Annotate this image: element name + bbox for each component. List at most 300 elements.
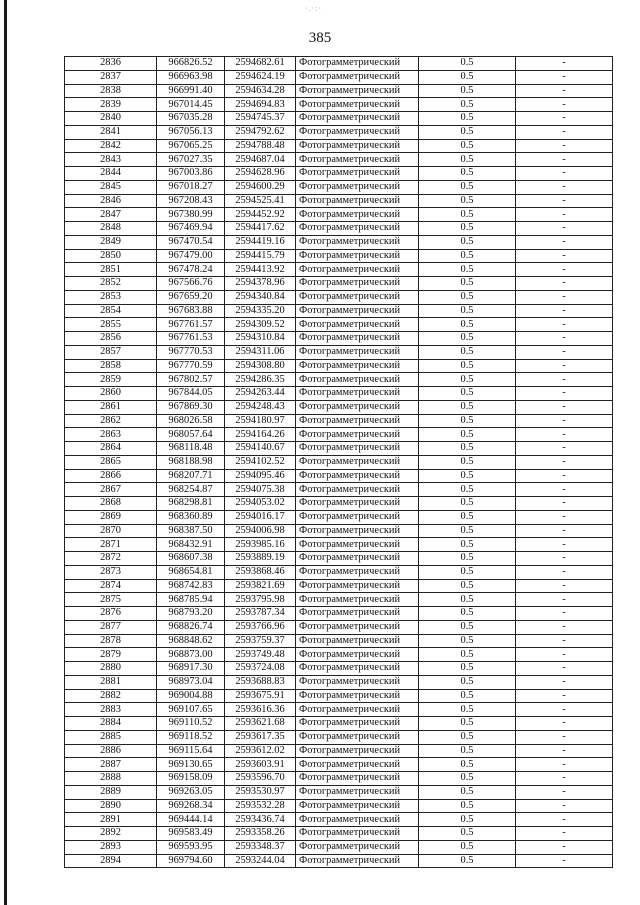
note-cell: -	[516, 208, 613, 222]
y-coordinate-cell: 2594745.37	[225, 112, 296, 126]
table-row	[65, 249, 613, 263]
x-coordinate-cell: 967802.57	[157, 373, 225, 387]
error-cell: 0.5	[419, 414, 516, 428]
error-cell: 0.5	[419, 497, 516, 511]
point-number-cell: 2867	[65, 483, 157, 497]
note-cell: -	[516, 813, 613, 827]
x-coordinate-cell: 967566.76	[157, 277, 225, 291]
method-cell: Фотограмметрический	[296, 662, 419, 676]
method-cell: Фотограмметрический	[296, 593, 419, 607]
table-row	[65, 167, 613, 181]
method-cell: Фотограмметрический	[296, 813, 419, 827]
error-cell: 0.5	[419, 84, 516, 98]
method-cell: Фотограмметрический	[296, 318, 419, 332]
x-coordinate-cell: 968848.62	[157, 634, 225, 648]
error-cell: 0.5	[419, 345, 516, 359]
error-cell: 0.5	[419, 799, 516, 813]
x-coordinate-cell: 969158.09	[157, 772, 225, 786]
x-coordinate-cell: 967770.53	[157, 345, 225, 359]
note-cell: -	[516, 662, 613, 676]
y-coordinate-cell: 2594788.48	[225, 139, 296, 153]
error-cell: 0.5	[419, 359, 516, 373]
table-row	[65, 579, 613, 593]
note-cell: -	[516, 730, 613, 744]
error-cell: 0.5	[419, 524, 516, 538]
point-number-cell: 2858	[65, 359, 157, 373]
y-coordinate-cell: 2593530.97	[225, 785, 296, 799]
table-row	[65, 194, 613, 208]
y-coordinate-cell: 2594263.44	[225, 387, 296, 401]
table-row	[65, 442, 613, 456]
x-coordinate-cell: 968188.98	[157, 455, 225, 469]
y-coordinate-cell: 2594417.62	[225, 222, 296, 236]
error-cell: 0.5	[419, 662, 516, 676]
note-cell: -	[516, 483, 613, 497]
method-cell: Фотограмметрический	[296, 565, 419, 579]
x-coordinate-cell: 969107.65	[157, 703, 225, 717]
method-cell: Фотограмметрический	[296, 414, 419, 428]
x-coordinate-cell: 969444.14	[157, 813, 225, 827]
error-cell: 0.5	[419, 607, 516, 621]
point-number-cell: 2836	[65, 57, 157, 71]
error-cell: 0.5	[419, 194, 516, 208]
error-cell: 0.5	[419, 510, 516, 524]
point-number-cell: 2868	[65, 497, 157, 511]
y-coordinate-cell: 2594415.79	[225, 249, 296, 263]
method-cell: Фотограмметрический	[296, 483, 419, 497]
point-number-cell: 2890	[65, 799, 157, 813]
y-coordinate-cell: 2593675.91	[225, 689, 296, 703]
table-row	[65, 98, 613, 112]
error-cell: 0.5	[419, 208, 516, 222]
point-number-cell: 2875	[65, 593, 157, 607]
x-coordinate-cell: 969593.95	[157, 840, 225, 854]
method-cell: Фотограмметрический	[296, 730, 419, 744]
table-row	[65, 620, 613, 634]
method-cell: Фотограмметрический	[296, 235, 419, 249]
error-cell: 0.5	[419, 538, 516, 552]
error-cell: 0.5	[419, 318, 516, 332]
table-row	[65, 662, 613, 676]
error-cell: 0.5	[419, 552, 516, 566]
point-number-cell: 2893	[65, 840, 157, 854]
note-cell: -	[516, 827, 613, 841]
table-row	[65, 813, 613, 827]
method-cell: Фотограмметрический	[296, 70, 419, 84]
y-coordinate-cell: 2594248.43	[225, 400, 296, 414]
y-coordinate-cell: 2593724.08	[225, 662, 296, 676]
x-coordinate-cell: 967018.27	[157, 180, 225, 194]
y-coordinate-cell: 2594053.02	[225, 497, 296, 511]
y-coordinate-cell: 2594624.19	[225, 70, 296, 84]
table-row	[65, 222, 613, 236]
note-cell: -	[516, 318, 613, 332]
error-cell: 0.5	[419, 167, 516, 181]
method-cell: Фотограмметрический	[296, 510, 419, 524]
table-row	[65, 730, 613, 744]
error-cell: 0.5	[419, 70, 516, 84]
error-cell: 0.5	[419, 634, 516, 648]
table-row	[65, 277, 613, 291]
error-cell: 0.5	[419, 483, 516, 497]
y-coordinate-cell: 2594286.35	[225, 373, 296, 387]
y-coordinate-cell: 2594016.17	[225, 510, 296, 524]
method-cell: Фотограмметрический	[296, 222, 419, 236]
point-number-cell: 2864	[65, 442, 157, 456]
y-coordinate-cell: 2594634.28	[225, 84, 296, 98]
point-number-cell: 2857	[65, 345, 157, 359]
note-cell: -	[516, 84, 613, 98]
table-row	[65, 70, 613, 84]
error-cell: 0.5	[419, 648, 516, 662]
error-cell: 0.5	[419, 428, 516, 442]
x-coordinate-cell: 967470.54	[157, 235, 225, 249]
method-cell: Фотограмметрический	[296, 717, 419, 731]
table-row	[65, 235, 613, 249]
point-number-cell: 2882	[65, 689, 157, 703]
error-cell: 0.5	[419, 112, 516, 126]
note-cell: -	[516, 263, 613, 277]
y-coordinate-cell: 2593749.48	[225, 648, 296, 662]
error-cell: 0.5	[419, 373, 516, 387]
point-number-cell: 2874	[65, 579, 157, 593]
x-coordinate-cell: 968873.00	[157, 648, 225, 662]
method-cell: Фотограмметрический	[296, 263, 419, 277]
point-number-cell: 2862	[65, 414, 157, 428]
x-coordinate-cell: 969794.60	[157, 854, 225, 868]
note-cell: -	[516, 180, 613, 194]
y-coordinate-cell: 2594164.26	[225, 428, 296, 442]
method-cell: Фотограмметрический	[296, 827, 419, 841]
point-number-cell: 2855	[65, 318, 157, 332]
method-cell: Фотограмметрический	[296, 579, 419, 593]
point-number-cell: 2871	[65, 538, 157, 552]
table-row	[65, 524, 613, 538]
x-coordinate-cell: 969268.34	[157, 799, 225, 813]
error-cell: 0.5	[419, 620, 516, 634]
table-row	[65, 112, 613, 126]
method-cell: Фотограмметрический	[296, 194, 419, 208]
page-number: 385	[308, 30, 332, 46]
table-row	[65, 84, 613, 98]
table-row	[65, 854, 613, 868]
point-number-cell: 2843	[65, 153, 157, 167]
table-row	[65, 469, 613, 483]
method-cell: Фотограмметрический	[296, 400, 419, 414]
note-cell: -	[516, 249, 613, 263]
note-cell: -	[516, 373, 613, 387]
x-coordinate-cell: 969110.52	[157, 717, 225, 731]
error-cell: 0.5	[419, 332, 516, 346]
error-cell: 0.5	[419, 772, 516, 786]
x-coordinate-cell: 968826.74	[157, 620, 225, 634]
table-row	[65, 428, 613, 442]
error-cell: 0.5	[419, 180, 516, 194]
error-cell: 0.5	[419, 565, 516, 579]
table-row	[65, 538, 613, 552]
table-row	[65, 263, 613, 277]
point-number-cell: 2894	[65, 854, 157, 868]
error-cell: 0.5	[419, 689, 516, 703]
point-number-cell: 2861	[65, 400, 157, 414]
note-cell: -	[516, 607, 613, 621]
x-coordinate-cell: 968207.71	[157, 469, 225, 483]
coordinates-table	[64, 56, 613, 868]
y-coordinate-cell: 2594682.61	[225, 57, 296, 71]
table-row	[65, 634, 613, 648]
point-number-cell: 2877	[65, 620, 157, 634]
x-coordinate-cell: 966826.52	[157, 57, 225, 71]
point-number-cell: 2887	[65, 758, 157, 772]
point-number-cell: 2852	[65, 277, 157, 291]
y-coordinate-cell: 2594006.98	[225, 524, 296, 538]
method-cell: Фотограмметрический	[296, 469, 419, 483]
error-cell: 0.5	[419, 442, 516, 456]
error-cell: 0.5	[419, 455, 516, 469]
method-cell: Фотограмметрический	[296, 620, 419, 634]
error-cell: 0.5	[419, 153, 516, 167]
x-coordinate-cell: 967035.28	[157, 112, 225, 126]
point-number-cell: 2841	[65, 125, 157, 139]
error-cell: 0.5	[419, 98, 516, 112]
error-cell: 0.5	[419, 304, 516, 318]
y-coordinate-cell: 2594335.20	[225, 304, 296, 318]
y-coordinate-cell: 2593889.19	[225, 552, 296, 566]
x-coordinate-cell: 968118.48	[157, 442, 225, 456]
table-row	[65, 744, 613, 758]
note-cell: -	[516, 758, 613, 772]
table-row	[65, 125, 613, 139]
method-cell: Фотограмметрический	[296, 607, 419, 621]
table-row	[65, 565, 613, 579]
method-cell: Фотограмметрический	[296, 648, 419, 662]
table-row	[65, 758, 613, 772]
note-cell: -	[516, 524, 613, 538]
table-row	[65, 153, 613, 167]
y-coordinate-cell: 2594792.62	[225, 125, 296, 139]
y-coordinate-cell: 2594378.96	[225, 277, 296, 291]
y-coordinate-cell: 2593358.26	[225, 827, 296, 841]
method-cell: Фотограмметрический	[296, 840, 419, 854]
table-row	[65, 785, 613, 799]
y-coordinate-cell: 2593603.91	[225, 758, 296, 772]
method-cell: Фотограмметрический	[296, 744, 419, 758]
y-coordinate-cell: 2593821.69	[225, 579, 296, 593]
y-coordinate-cell: 2594311.06	[225, 345, 296, 359]
note-cell: -	[516, 277, 613, 291]
method-cell: Фотограмметрический	[296, 772, 419, 786]
y-coordinate-cell: 2593532.28	[225, 799, 296, 813]
point-number-cell: 2879	[65, 648, 157, 662]
method-cell: Фотограмметрический	[296, 455, 419, 469]
method-cell: Фотограмметрический	[296, 552, 419, 566]
y-coordinate-cell: 2594525.41	[225, 194, 296, 208]
y-coordinate-cell: 2594413.92	[225, 263, 296, 277]
x-coordinate-cell: 967479.00	[157, 249, 225, 263]
y-coordinate-cell: 2594308.80	[225, 359, 296, 373]
x-coordinate-cell: 967869.30	[157, 400, 225, 414]
method-cell: Фотограмметрический	[296, 634, 419, 648]
table-row	[65, 208, 613, 222]
y-coordinate-cell: 2594600.29	[225, 180, 296, 194]
table-row	[65, 304, 613, 318]
point-number-cell: 2884	[65, 717, 157, 731]
point-number-cell: 2851	[65, 263, 157, 277]
point-number-cell: 2837	[65, 70, 157, 84]
point-number-cell: 2878	[65, 634, 157, 648]
point-number-cell: 2847	[65, 208, 157, 222]
y-coordinate-cell: 2594628.96	[225, 167, 296, 181]
y-coordinate-cell: 2593617.35	[225, 730, 296, 744]
method-cell: Фотограмметрический	[296, 277, 419, 291]
error-cell: 0.5	[419, 400, 516, 414]
error-cell: 0.5	[419, 840, 516, 854]
note-cell: -	[516, 125, 613, 139]
y-coordinate-cell: 2593616.36	[225, 703, 296, 717]
x-coordinate-cell: 967761.53	[157, 332, 225, 346]
x-coordinate-cell: 967659.20	[157, 290, 225, 304]
y-coordinate-cell: 2594102.52	[225, 455, 296, 469]
point-number-cell: 2854	[65, 304, 157, 318]
x-coordinate-cell: 968432.91	[157, 538, 225, 552]
y-coordinate-cell: 2593436.74	[225, 813, 296, 827]
x-coordinate-cell: 967014.45	[157, 98, 225, 112]
point-number-cell: 2873	[65, 565, 157, 579]
table-row	[65, 139, 613, 153]
x-coordinate-cell: 967065.25	[157, 139, 225, 153]
table-row	[65, 414, 613, 428]
note-cell: -	[516, 194, 613, 208]
error-cell: 0.5	[419, 263, 516, 277]
table-row	[65, 772, 613, 786]
point-number-cell: 2839	[65, 98, 157, 112]
error-cell: 0.5	[419, 290, 516, 304]
table-row	[65, 827, 613, 841]
x-coordinate-cell: 968026.58	[157, 414, 225, 428]
method-cell: Фотограмметрический	[296, 167, 419, 181]
note-cell: -	[516, 387, 613, 401]
table-row	[65, 717, 613, 731]
point-number-cell: 2865	[65, 455, 157, 469]
method-cell: Фотограмметрический	[296, 125, 419, 139]
error-cell: 0.5	[419, 222, 516, 236]
note-cell: -	[516, 70, 613, 84]
x-coordinate-cell: 966991.40	[157, 84, 225, 98]
scan-left-border	[4, 0, 7, 905]
y-coordinate-cell: 2594075.38	[225, 483, 296, 497]
y-coordinate-cell: 2594694.83	[225, 98, 296, 112]
note-cell: -	[516, 400, 613, 414]
note-cell: -	[516, 854, 613, 868]
y-coordinate-cell: 2593244.04	[225, 854, 296, 868]
point-number-cell: 2866	[65, 469, 157, 483]
note-cell: -	[516, 167, 613, 181]
table-row	[65, 799, 613, 813]
method-cell: Фотограмметрический	[296, 57, 419, 71]
point-number-cell: 2850	[65, 249, 157, 263]
error-cell: 0.5	[419, 249, 516, 263]
error-cell: 0.5	[419, 125, 516, 139]
x-coordinate-cell: 969263.05	[157, 785, 225, 799]
point-number-cell: 2849	[65, 235, 157, 249]
error-cell: 0.5	[419, 730, 516, 744]
table-row	[65, 57, 613, 71]
note-cell: -	[516, 717, 613, 731]
x-coordinate-cell: 968742.83	[157, 579, 225, 593]
note-cell: -	[516, 620, 613, 634]
note-cell: -	[516, 235, 613, 249]
table-row	[65, 359, 613, 373]
x-coordinate-cell: 966963.98	[157, 70, 225, 84]
x-coordinate-cell: 967844.05	[157, 387, 225, 401]
note-cell: -	[516, 345, 613, 359]
table-row	[65, 455, 613, 469]
x-coordinate-cell: 967208.43	[157, 194, 225, 208]
method-cell: Фотограмметрический	[296, 180, 419, 194]
point-number-cell: 2840	[65, 112, 157, 126]
error-cell: 0.5	[419, 703, 516, 717]
method-cell: Фотограмметрический	[296, 799, 419, 813]
method-cell: Фотограмметрический	[296, 387, 419, 401]
method-cell: Фотограмметрический	[296, 785, 419, 799]
method-cell: Фотограмметрический	[296, 497, 419, 511]
table-row	[65, 689, 613, 703]
y-coordinate-cell: 2593621.68	[225, 717, 296, 731]
note-cell: -	[516, 552, 613, 566]
y-coordinate-cell: 2594340.84	[225, 290, 296, 304]
point-number-cell: 2892	[65, 827, 157, 841]
note-cell: -	[516, 290, 613, 304]
point-number-cell: 2872	[65, 552, 157, 566]
method-cell: Фотограмметрический	[296, 854, 419, 868]
method-cell: Фотограмметрический	[296, 98, 419, 112]
y-coordinate-cell: 2593596.70	[225, 772, 296, 786]
x-coordinate-cell: 967683.88	[157, 304, 225, 318]
error-cell: 0.5	[419, 758, 516, 772]
table-row	[65, 593, 613, 607]
method-cell: Фотограмметрический	[296, 332, 419, 346]
x-coordinate-cell: 968607.38	[157, 552, 225, 566]
point-number-cell: 2885	[65, 730, 157, 744]
error-cell: 0.5	[419, 387, 516, 401]
table-row	[65, 332, 613, 346]
note-cell: -	[516, 538, 613, 552]
x-coordinate-cell: 969118.52	[157, 730, 225, 744]
note-cell: -	[516, 799, 613, 813]
method-cell: Фотограмметрический	[296, 758, 419, 772]
note-cell: -	[516, 222, 613, 236]
table-row	[65, 373, 613, 387]
y-coordinate-cell: 2593766.96	[225, 620, 296, 634]
error-cell: 0.5	[419, 57, 516, 71]
note-cell: -	[516, 840, 613, 854]
x-coordinate-cell: 967469.94	[157, 222, 225, 236]
y-coordinate-cell: 2593688.83	[225, 675, 296, 689]
point-number-cell: 2888	[65, 772, 157, 786]
error-cell: 0.5	[419, 593, 516, 607]
point-number-cell: 2856	[65, 332, 157, 346]
point-number-cell: 2859	[65, 373, 157, 387]
x-coordinate-cell: 968973.04	[157, 675, 225, 689]
note-cell: -	[516, 57, 613, 71]
y-coordinate-cell: 2594310.84	[225, 332, 296, 346]
y-coordinate-cell: 2593612.02	[225, 744, 296, 758]
point-number-cell: 2842	[65, 139, 157, 153]
table-row	[65, 675, 613, 689]
note-cell: -	[516, 414, 613, 428]
error-cell: 0.5	[419, 675, 516, 689]
method-cell: Фотограмметрический	[296, 703, 419, 717]
